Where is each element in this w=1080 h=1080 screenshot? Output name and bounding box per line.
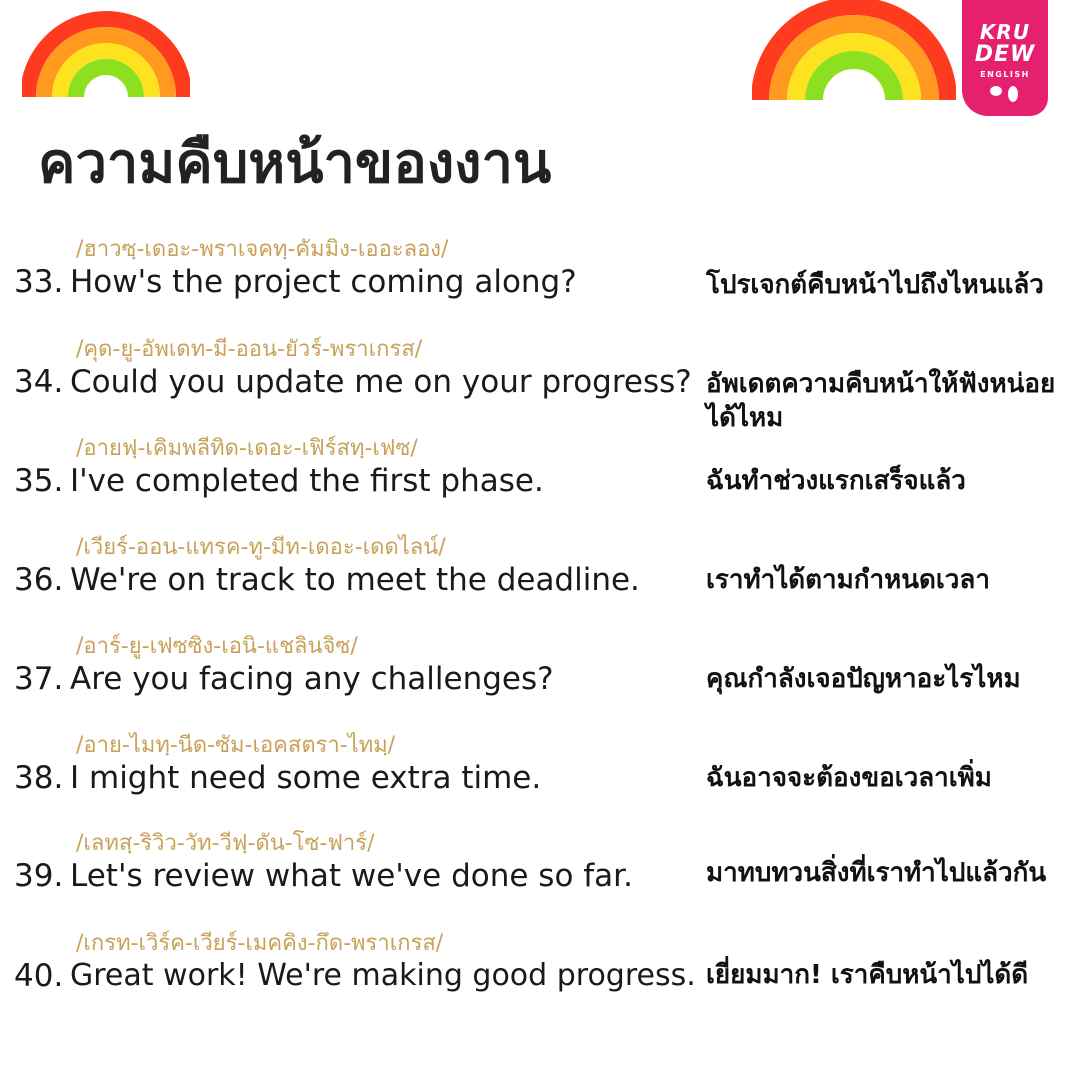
entry-number: 36. bbox=[14, 562, 64, 598]
phonetic-text: /อาย-ไมทฺ-นีด-ซัม-เอคสตรา-ไทมฺ/ bbox=[76, 733, 396, 758]
entry-number: 40. bbox=[14, 958, 64, 994]
entry-number: 34. bbox=[14, 364, 64, 400]
logo-text-top: KRU bbox=[979, 20, 1031, 44]
phrase-entry bbox=[0, 236, 1080, 346]
rainbow-icon bbox=[22, 5, 190, 100]
page-title: ความคืบหน้าของงาน bbox=[38, 131, 552, 196]
phonetic-text: /คุด-ยู-อัพเดท-มี-ออน-ยัวร์-พราเกรส/ bbox=[76, 337, 423, 362]
thai-translation: โปรเจกต์คืบหน้าไปถึงไหนแล้ว bbox=[706, 270, 1044, 300]
phonetic-text: /ฮาวซฺ-เดอะ-พราเจคทฺ-คัมมิง-เออะลอง/ bbox=[76, 237, 449, 262]
entry-number: 38. bbox=[14, 760, 64, 796]
english-phrase: I might need some extra time. bbox=[70, 760, 542, 796]
kru-dew-logo bbox=[962, 0, 1048, 116]
entry-number: 37. bbox=[14, 661, 64, 697]
phonetic-text: /อายฟฺ-เคิมพลีทิด-เดอะ-เฟิร์สทฺ-เฟซ/ bbox=[76, 436, 418, 461]
phrase-entry bbox=[0, 336, 1080, 446]
logo-subtext: ENGLISH bbox=[980, 70, 1030, 79]
thai-translation: มาทบทวนสิ่งที่เราทำไปแล้วกัน bbox=[706, 858, 1047, 888]
logo-text-bottom: DEW bbox=[974, 42, 1036, 67]
english-phrase: I've completed the first phase. bbox=[70, 463, 544, 499]
english-phrase: Are you facing any challenges? bbox=[70, 661, 554, 697]
phonetic-text: /เวียร์-ออน-แทรค-ทู-มีท-เดอะ-เดดไลน์/ bbox=[76, 535, 446, 560]
phrase-entry bbox=[0, 633, 1080, 743]
thai-translation: อัพเดตความคืบหน้าให้ฟังหน่อยได้ไหม bbox=[706, 369, 1056, 433]
entry-number: 33. bbox=[14, 264, 64, 300]
phrase-entry bbox=[0, 830, 1080, 940]
logo-drip bbox=[990, 86, 1002, 96]
thai-translation: เยี่ยมมาก! เราคืบหน้าไปได้ดี bbox=[706, 960, 1029, 990]
english-phrase: How's the project coming along? bbox=[70, 264, 577, 300]
english-phrase: We're on track to meet the deadline. bbox=[70, 562, 640, 598]
logo-drip bbox=[1008, 86, 1018, 102]
rainbow-icon bbox=[752, 0, 956, 104]
phonetic-text: /อาร์-ยู-เฟซซิง-เอนิ-แชลินจิซ/ bbox=[76, 634, 358, 659]
english-phrase: Let's review what we've done so far. bbox=[70, 858, 633, 894]
entry-number: 39. bbox=[14, 858, 64, 894]
english-phrase: Could you update me on your progress? bbox=[70, 364, 692, 400]
phonetic-text: /เกรท-เวิร์ค-เวียร์-เมคคิง-กึด-พราเกรส/ bbox=[76, 931, 444, 956]
thai-translation: เราทำได้ตามกำหนดเวลา bbox=[706, 565, 990, 595]
phrase-entry bbox=[0, 534, 1080, 644]
english-phrase: Great work! We're making good progress. bbox=[70, 958, 696, 993]
thai-translation: ฉันทำช่วงแรกเสร็จแล้ว bbox=[706, 466, 966, 496]
thai-translation: ฉันอาจจะต้องขอเวลาเพิ่ม bbox=[706, 763, 992, 793]
entry-number: 35. bbox=[14, 463, 64, 499]
phrase-entry bbox=[0, 930, 1080, 1040]
thai-translation: คุณกำลังเจอปัญหาอะไรไหม bbox=[706, 664, 1021, 694]
phonetic-text: /เลทสฺ-ริวิว-วัท-วีฟฺ-ดัน-โซ-ฟาร์/ bbox=[76, 831, 375, 856]
phrase-entry bbox=[0, 435, 1080, 545]
phrase-entry bbox=[0, 732, 1080, 842]
